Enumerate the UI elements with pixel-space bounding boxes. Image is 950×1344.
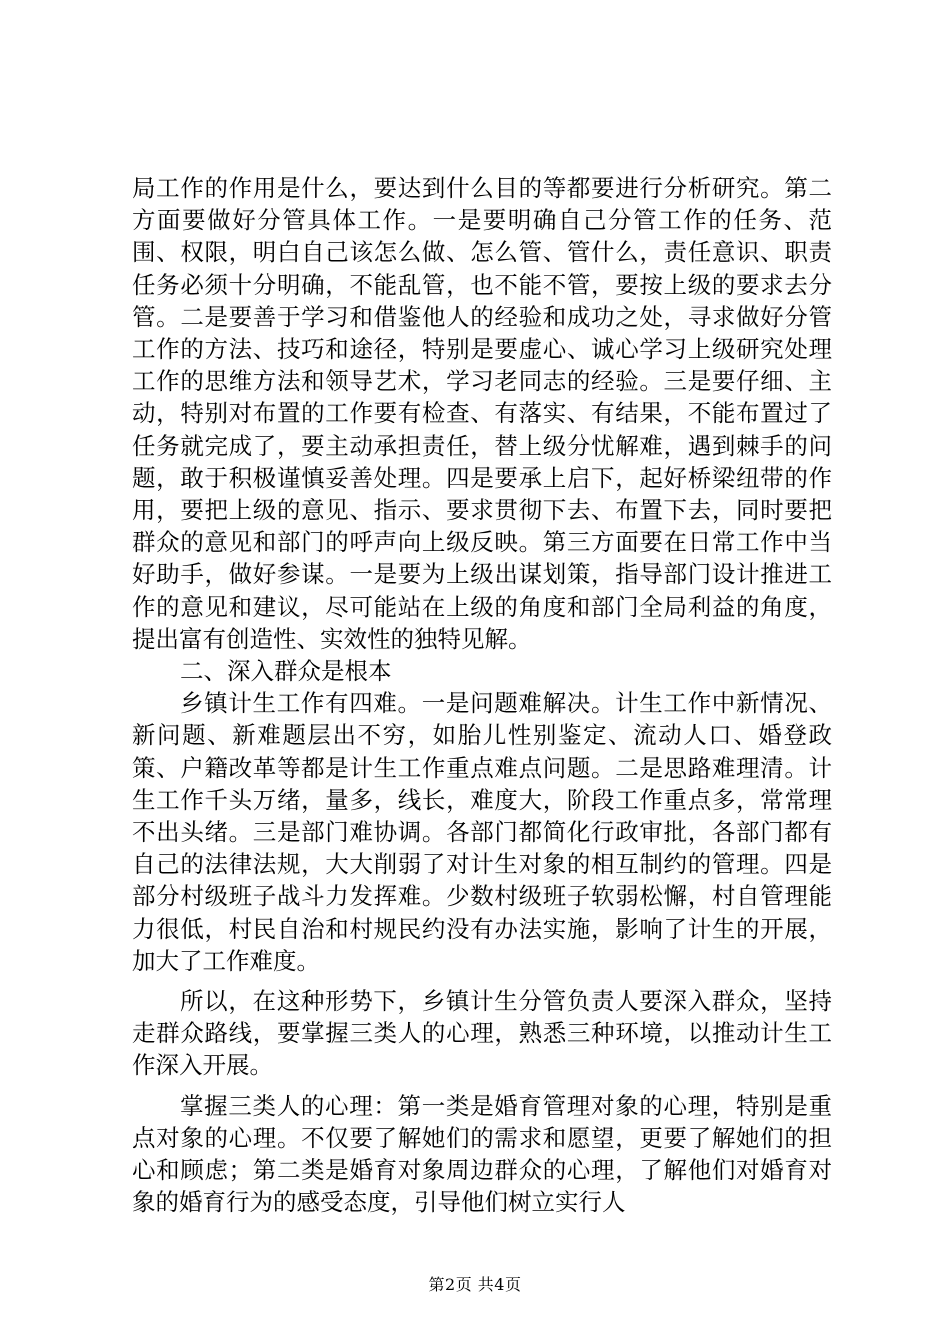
section-heading: 二、深入群众是根本 xyxy=(180,657,392,686)
paragraph-1: 局工作的作用是什么，要达到什么目的等都要进行分析研究。第二方面要做好分管具体工作。一是要明确自己分管工作的任务、范围、权限，明白自己该怎么做、怎么管、管什么，责任意识、职责任务必须十分明确，不能乱管，也不能不管，要按上级的要求去分管。二是要善于学习和借鉴他人的经验和成功之处，寻求做好分管工作的方法、技巧和途径，特别是要虚心、诚心学习上级研究处理工作的思维方法和领导艺术，学习老同志的经验。三是要仔细、主动，特别对布置的工作要有检查、有落实、有结果，不能布置过了任务就完成了，要主动承担责任，替上级分忧解难，遇到棘手的问题，敢于积极谨慎妥善处理。四是要承上启下，起好桥梁纽带的作用，要把上级的意见、指示、要求贯彻下去、布置下去，同时要把群众的意见和部门的呼声向上级反映。第三方面要在日常工作中当好助手，做好参谋。一是要为上级出谋划策，指导部门设计推进工作的意见和建议，尽可能站在上级的角度和部门全局利益的角度，提出富有创造性、实效性的独特见解。 xyxy=(132,174,832,653)
page-footer: 第2页 共4页 xyxy=(428,1275,522,1294)
paragraph-3: 所以，在这种形势下，乡镇计生分管负责人要深入群众，坚持走群众路线，要掌握三类人的心理，熟悉三种环境，以推动计生工作深入开展。 xyxy=(132,987,832,1080)
paragraph-4: 掌握三类人的心理：第一类是婚育管理对象的心理，特别是重点对象的心理。不仅要了解她们的需求和愿望，更要了解她们的担心和顾虑；第二类是婚育对象周边群众的心理，了解他们对婚育对象的婚育行为的感受态度，引导他们树立实行人 xyxy=(132,1091,832,1217)
paragraph-2: 乡镇计生工作有四难。一是问题难解决。计生工作中新情况、新问题、新难题层出不穷，如胎儿性别鉴定、流动人口、婚登政策、户籍改革等都是计生工作重点难点问题。二是思路难理清。计生工作千头万绪，量多，线长，难度大，阶段工作重点多，常常理不出头绪。三是部门难协调。各部门都简化行政审批，各部门都有自己的法律法规，大大削弱了对计生对象的相互制约的管理。四是部分村级班子战斗力发挥难。少数村级班子软弱松懈，村自管理能力很低，村民自治和村规民约没有办法实施，影响了计生的开展，加大了工作难度。 xyxy=(132,689,832,975)
document-body xyxy=(132,172,832,1219)
